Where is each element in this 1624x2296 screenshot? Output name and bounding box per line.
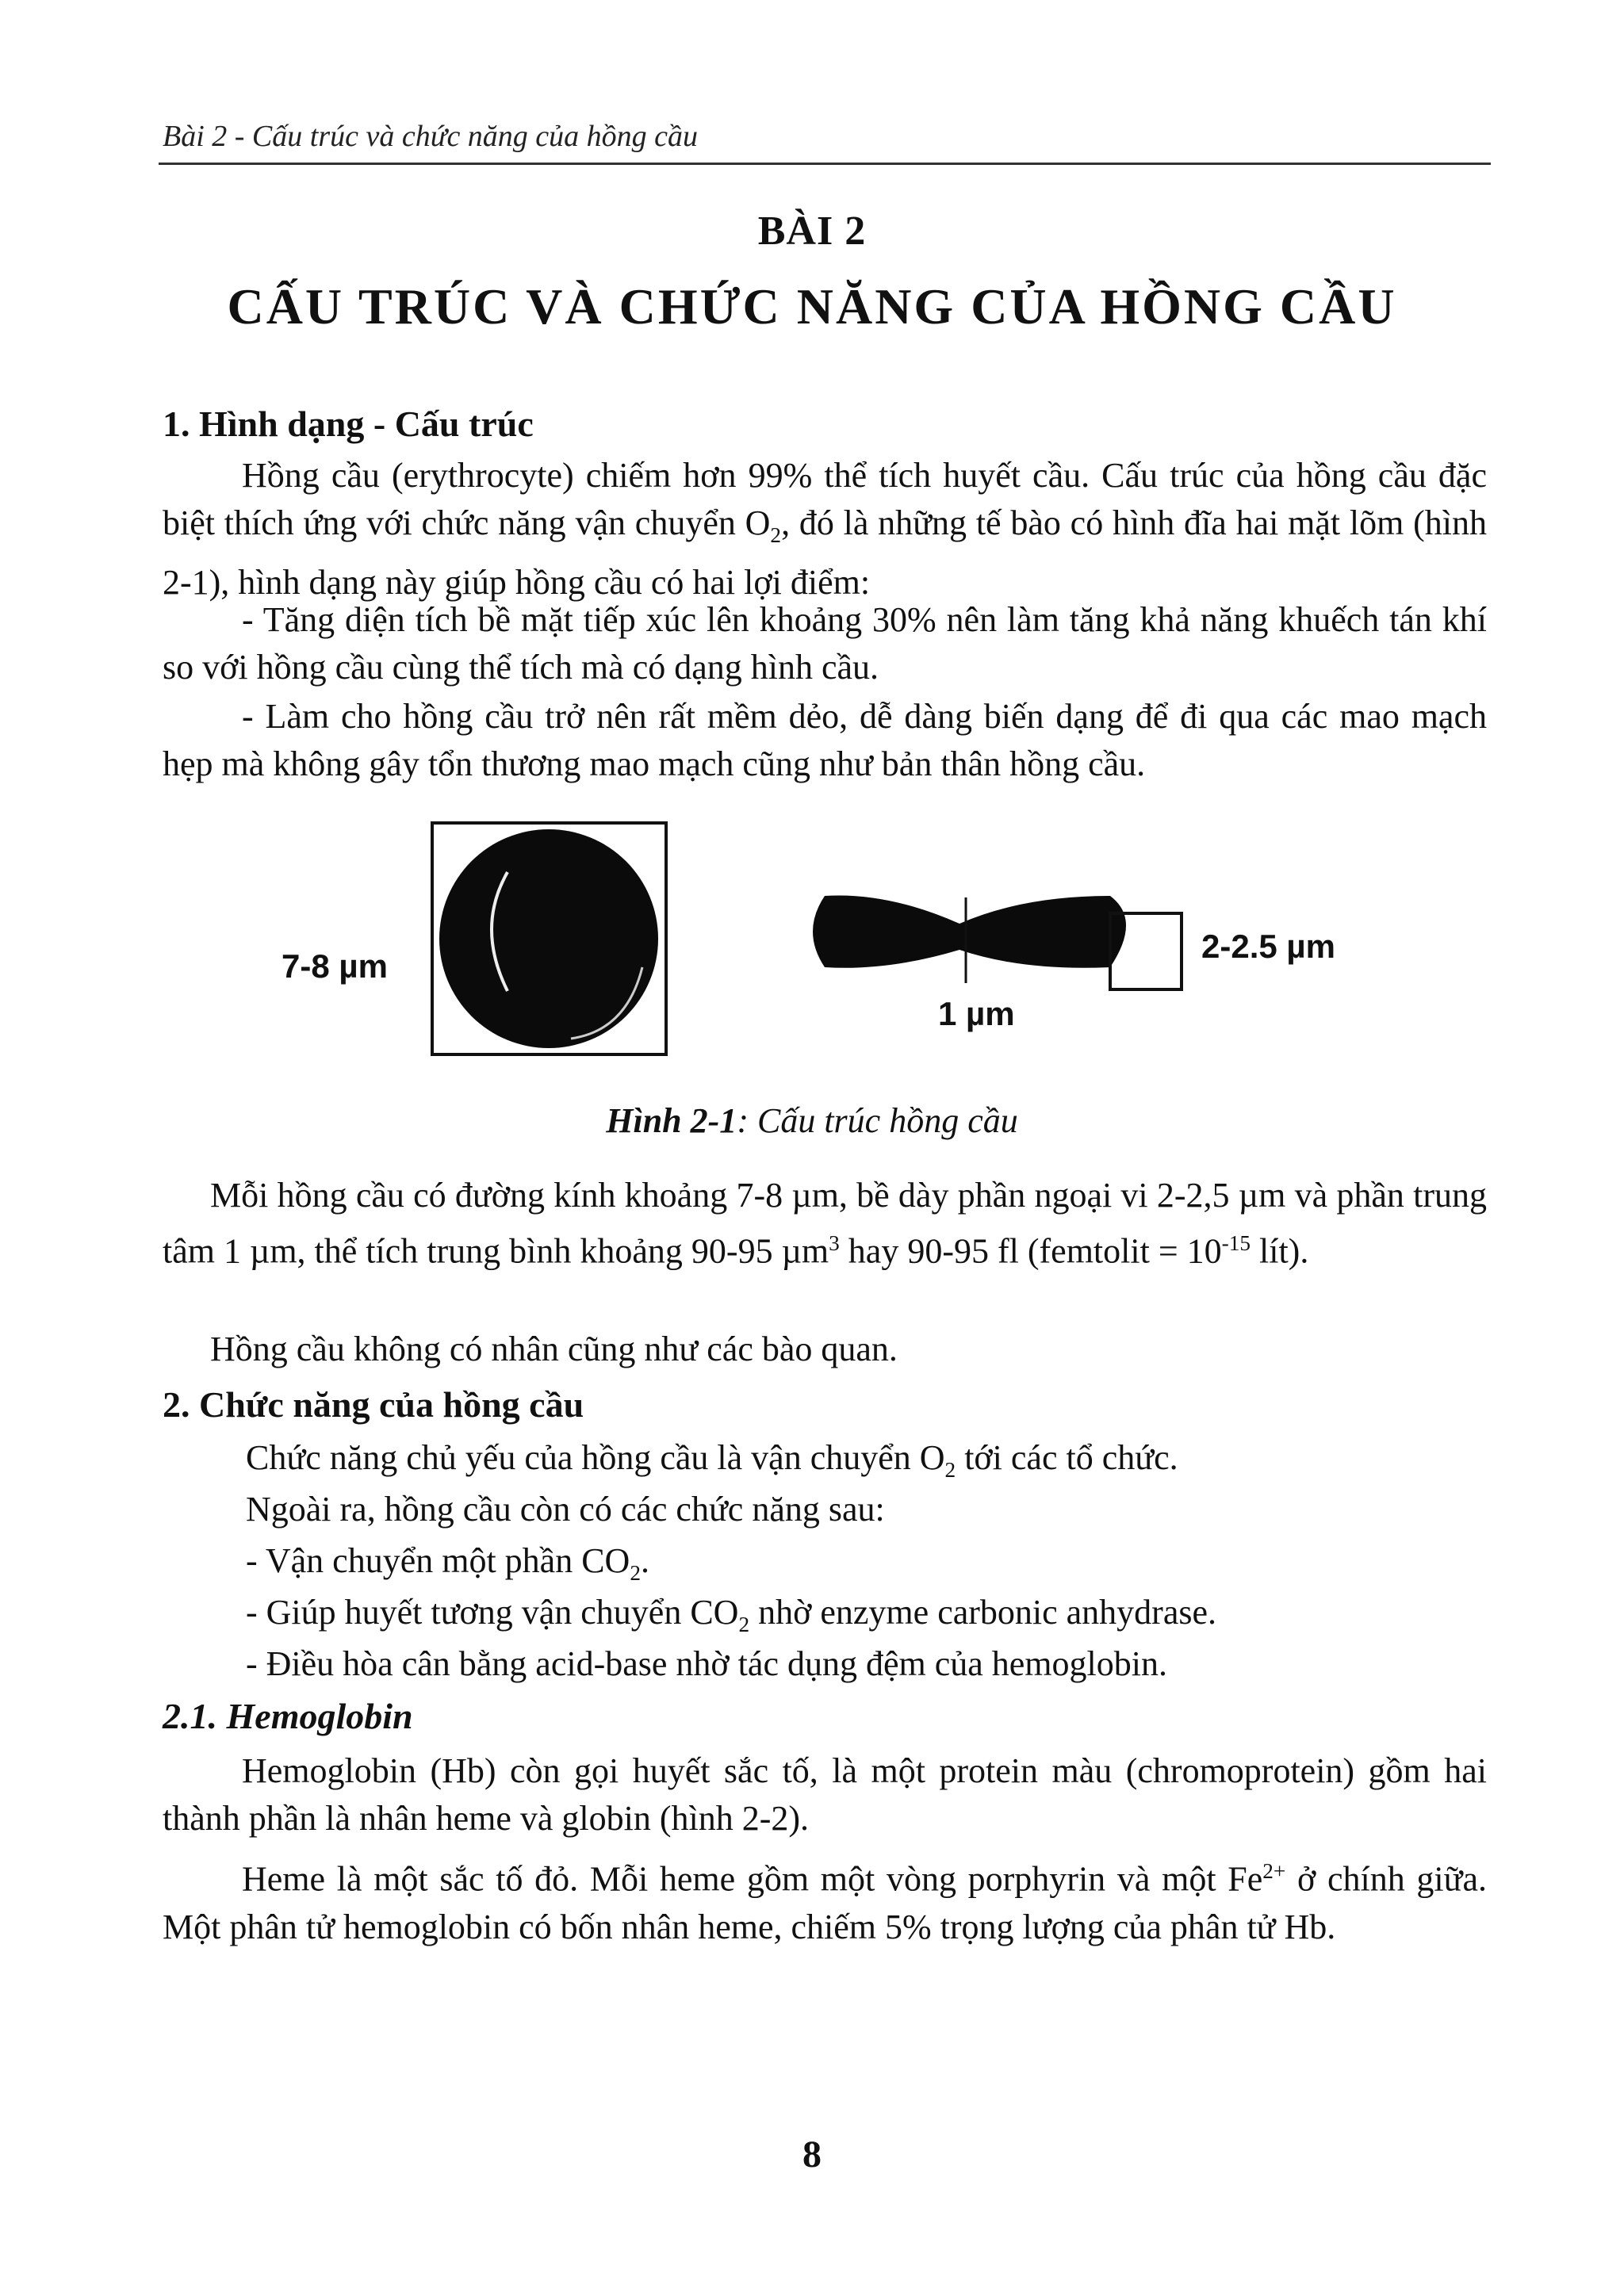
text-run: tới các tổ chức. (956, 1438, 1178, 1477)
subscript: 2 (770, 522, 782, 547)
thickness-label: 2-2.5 µm (1201, 928, 1335, 965)
text-run: , đó là những tế bào có hình đĩa hai mặt lõm (hình 2-1), hình dạng này giúp hồng cầu có hai lợi điểm: (163, 503, 1487, 602)
section-1-heading: 1. Hình dạng - Cấu trúc (163, 404, 534, 444)
function-item-1 (246, 1538, 649, 1596)
heme-paragraph (163, 1847, 1487, 1951)
running-header: Bài 2 - Cấu trúc và chức năng của hồng cầu (163, 120, 699, 153)
function-item-2 (246, 1590, 1216, 1647)
rbc-side-view (813, 895, 1126, 967)
diameter-label: 7-8 µm (282, 947, 388, 985)
section-2-1-heading: 2.1. Hemoglobin (163, 1696, 413, 1736)
no-nucleus-paragraph: Hồng cầu không có nhân cũng như các bào quan. (210, 1330, 898, 1368)
text-run: Hồng cầu (erythrocyte) chiếm hơn 99% thể tích huyết cầu. Cấu trúc của hồng cầu đặc biệt thích ứng với chức năng vận chuyển O (163, 456, 1487, 542)
superscript: 2+ (1262, 1859, 1286, 1883)
lesson-number: BÀI 2 (757, 209, 867, 254)
figure-caption (0, 1100, 1624, 1141)
page-number: 8 (802, 2133, 822, 2175)
text-run: . (640, 1541, 649, 1580)
superscript: 3 (829, 1231, 840, 1255)
text-run: - Vận chuyển một phần CO (246, 1541, 630, 1580)
header-rule (159, 163, 1491, 165)
text-run: Heme là một sắc tố đỏ. Mỗi heme gồm một vòng porphyrin và một Fe (242, 1859, 1263, 1899)
subscript: 2 (738, 1612, 750, 1636)
rbc-face-view (439, 829, 658, 1048)
lesson-title: CẤU TRÚC VÀ CHỨC NĂNG CỦA HỒNG CẦU (227, 278, 1397, 335)
caption-label: Hình 2-1 (606, 1101, 737, 1140)
advantage-1: - Tăng diện tích bề mặt tiếp xúc lên khoảng 30% nên làm tăng khả năng khuếch tán khí so với hồng cầu cùng thể tích mà có dạng hình cầu. (163, 600, 1487, 687)
hemoglobin-paragraph: Hemoglobin (Hb) còn gọi huyết sắc tố, là một protein màu (chromoprotein) gồm hai thành phần là nhân heme và globin (hình 2-2). (163, 1751, 1487, 1838)
section-2-heading: 2. Chức năng của hồng cầu (163, 1384, 584, 1425)
text-run: - Giúp huyết tương vận chuyển CO (246, 1593, 739, 1632)
text-run: hay 90-95 fl (femtolit = 10 (839, 1231, 1222, 1271)
text-run: Chức năng chủ yếu của hồng cầu là vận chuyển O (246, 1438, 945, 1477)
text-run: Mỗi hồng cầu có đường kính khoảng 7-8 µm, bề dày phần ngoại vi 2-2,5 µm và phần trung tâm 1 µm, thể tích trung bình khoảng 90-95 µm (163, 1176, 1487, 1271)
center-thickness-label: 1 µm (938, 995, 1015, 1032)
main-function (246, 1435, 1178, 1493)
other-functions-intro: Ngoài ra, hồng cầu còn có các chức năng sau: (246, 1490, 885, 1529)
section-1-paragraph (163, 452, 1487, 607)
function-item-3: - Điều hòa cân bằng acid-base nhờ tác dụng đệm của hemoglobin. (246, 1644, 1167, 1683)
text-run: nhờ enzyme carbonic anhydrase. (749, 1593, 1217, 1632)
advantage-2: - Làm cho hồng cầu trở nên rất mềm dẻo, dễ dàng biến dạng để đi qua các mao mạch hẹp mà không gây tổn thương mao mạch cũng như bản thân hồng cầu. (163, 697, 1487, 783)
text-run: lít). (1251, 1231, 1309, 1271)
caption-text: : Cấu trúc hồng cầu (737, 1101, 1018, 1140)
subscript: 2 (944, 1457, 956, 1482)
subscript: 2 (630, 1560, 641, 1585)
text-run: ở chính giữa. Một phân tử hemoglobin có bốn nhân heme, chiếm 5% trọng lượng của phân tử Hb. (163, 1859, 1488, 1946)
rbc-dimensions-paragraph (163, 1172, 1487, 1276)
rbc-diagram (412, 809, 1205, 1070)
superscript: -15 (1221, 1231, 1251, 1255)
